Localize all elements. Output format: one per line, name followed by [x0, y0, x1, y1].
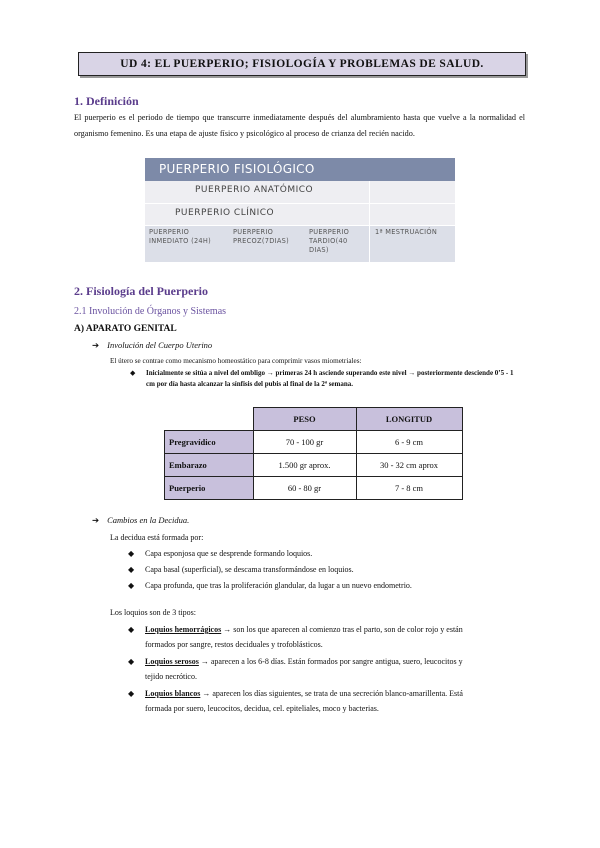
puerperio-diagram	[145, 158, 455, 262]
decidua-intro: La decidua está formada por:	[110, 533, 204, 542]
diamond-bullet-icon: ◆	[128, 565, 135, 574]
table-cell-peso: 60 - 80 gr	[253, 477, 356, 500]
table-corner	[165, 408, 254, 431]
list-item	[128, 578, 412, 593]
list-item-text: Capa basal (superficial), se descama transformándose en loquios.	[145, 565, 354, 574]
uterus-table	[164, 407, 463, 500]
diamond-bullet-icon: ◆	[128, 625, 135, 634]
arrow-icon: ➔	[92, 340, 100, 350]
loquio-text: → aparecen los días siguientes, se trata de una secreción blanco-amarillenta. Está	[200, 689, 463, 698]
cell-line: PUERPERIO	[309, 228, 350, 236]
loquio-term: Loquios hemorrágicos	[145, 625, 222, 634]
list-item-text: Capa esponjosa que se desprende formando loquios.	[145, 549, 313, 558]
cell-line: DIAS)	[309, 246, 329, 254]
table-cell-longitud: 6 - 9 cm	[356, 431, 462, 454]
table-header-longitud: LONGITUD	[356, 408, 462, 431]
loquio-text: → son los que aparecen al comienzo tras el parto, son de color rojo y están	[221, 625, 463, 634]
diamond-bullet-icon: ◆	[128, 689, 135, 698]
table-cell-peso: 70 - 100 gr	[253, 431, 356, 454]
table-header-peso: PESO	[253, 408, 356, 431]
diagram-title: PUERPERIO FISIOLÓGICO	[145, 158, 455, 181]
list-item	[128, 546, 313, 561]
diagram-divider	[369, 181, 370, 262]
table-row-label: Embarazo	[165, 454, 254, 477]
list-item	[128, 562, 354, 577]
diagram-cell-menstruacion	[375, 228, 437, 237]
diamond-bullet-icon: ◆	[128, 581, 135, 590]
diagram-anatomico: PUERPERIO ANATÓMICO	[195, 185, 314, 195]
list-item	[128, 654, 525, 684]
section-2-heading: 2. Fisiología del Puerperio	[74, 284, 208, 298]
cell-line: PRECOZ(7DIAS)	[233, 237, 289, 245]
loquio-text: formados por sangre, restos deciduales y trofoblásticos.	[145, 640, 323, 649]
arrow-item-involucion	[92, 340, 212, 351]
loquio-text: → aparecen a los 6-8 días. Están formados por sangre antigua, suero, leucocitos y	[198, 657, 463, 666]
loquio-text: formada por suero, leucocitos, decidua, cel. epiteliales, moco y bacterias.	[145, 704, 379, 713]
diamond-bullet-icon: ◆	[128, 549, 135, 558]
diagram-clinico: PUERPERIO CLÍNICO	[175, 208, 275, 218]
arrow-item-label: Cambios en la Decidua.	[107, 515, 190, 525]
table-cell-longitud: 7 - 8 cm	[356, 477, 462, 500]
table-row-label: Pregravídico	[165, 431, 254, 454]
loquio-term: Loquios serosos	[145, 657, 199, 666]
table-row	[165, 431, 463, 454]
diamond-bullet-icon: ◆	[128, 657, 135, 666]
definition-paragraph: El puerperio es el periodo de tiempo que transcurre inmediatamente después del alumbramiento hasta que vuelve a la normalidad el organismo femenino. Es una etapa de ajuste físico y psicológico al proceso de crianza del recién nacido.	[74, 113, 525, 138]
table-header-row	[165, 408, 463, 431]
list-item	[128, 622, 525, 652]
involucion-intro: El útero se contrae como mecanismo homeostático para comprimir vasos miometriales:	[110, 357, 362, 365]
diagram-divider	[145, 225, 455, 226]
loquios-intro: Los loquios son de 3 tipos:	[110, 608, 197, 617]
diagram-cell-inmediato	[149, 228, 211, 246]
aparato-genital-heading: A) APARATO GENITAL	[74, 324, 177, 334]
table-row	[165, 477, 463, 500]
cell-line: 1ª MESTRUACIÓN	[375, 228, 438, 236]
loquio-term: Loquios blancos	[145, 689, 201, 698]
loquio-text: tejido necrótico.	[145, 672, 197, 681]
list-item-text: Capa profunda, que tras la proliferación glandular, da lugar a un nuevo endometrio.	[145, 581, 412, 590]
table-row-label: Puerperio	[165, 477, 254, 500]
cell-line: TARDIO(40	[309, 237, 348, 245]
table-cell-peso: 1.500 gr aprox.	[253, 454, 356, 477]
cell-line: INMEDIATO (24H)	[149, 237, 212, 245]
list-item	[128, 686, 525, 716]
table-row	[165, 454, 463, 477]
arrow-icon: ➔	[92, 515, 100, 525]
diagram-divider	[145, 203, 455, 204]
diagram-cell-precoz	[233, 228, 289, 246]
arrow-item-label: Involución del Cuerpo Uterino	[107, 340, 213, 350]
cell-line: PUERPERIO	[233, 228, 274, 236]
table-cell-longitud: 30 - 32 cm aprox	[356, 454, 462, 477]
diamond-bullet-icon: ◆	[130, 369, 136, 377]
section-1-heading: 1. Definición	[74, 94, 139, 108]
section-2-1-heading: 2.1 Involución de Órganos y Sistemas	[74, 306, 227, 317]
cell-line: PUERPERIO	[149, 228, 190, 236]
involucion-bullet-text: Inicialmente se sitúa a nivel del ombligo → primeras 24 h asciende superando este nivel → posteriormente desciende 0’5 - 1 cm por día hasta alcanzar la sínfisis del pubis al final de la 2ª semana.	[146, 369, 514, 388]
document-title: UD 4: EL PUERPERIO; FISIOLOGÍA Y PROBLEMAS DE SALUD.	[78, 52, 526, 76]
involucion-bullet	[130, 368, 524, 390]
diagram-cell-tardio	[309, 228, 349, 255]
arrow-item-decidua	[92, 515, 189, 526]
